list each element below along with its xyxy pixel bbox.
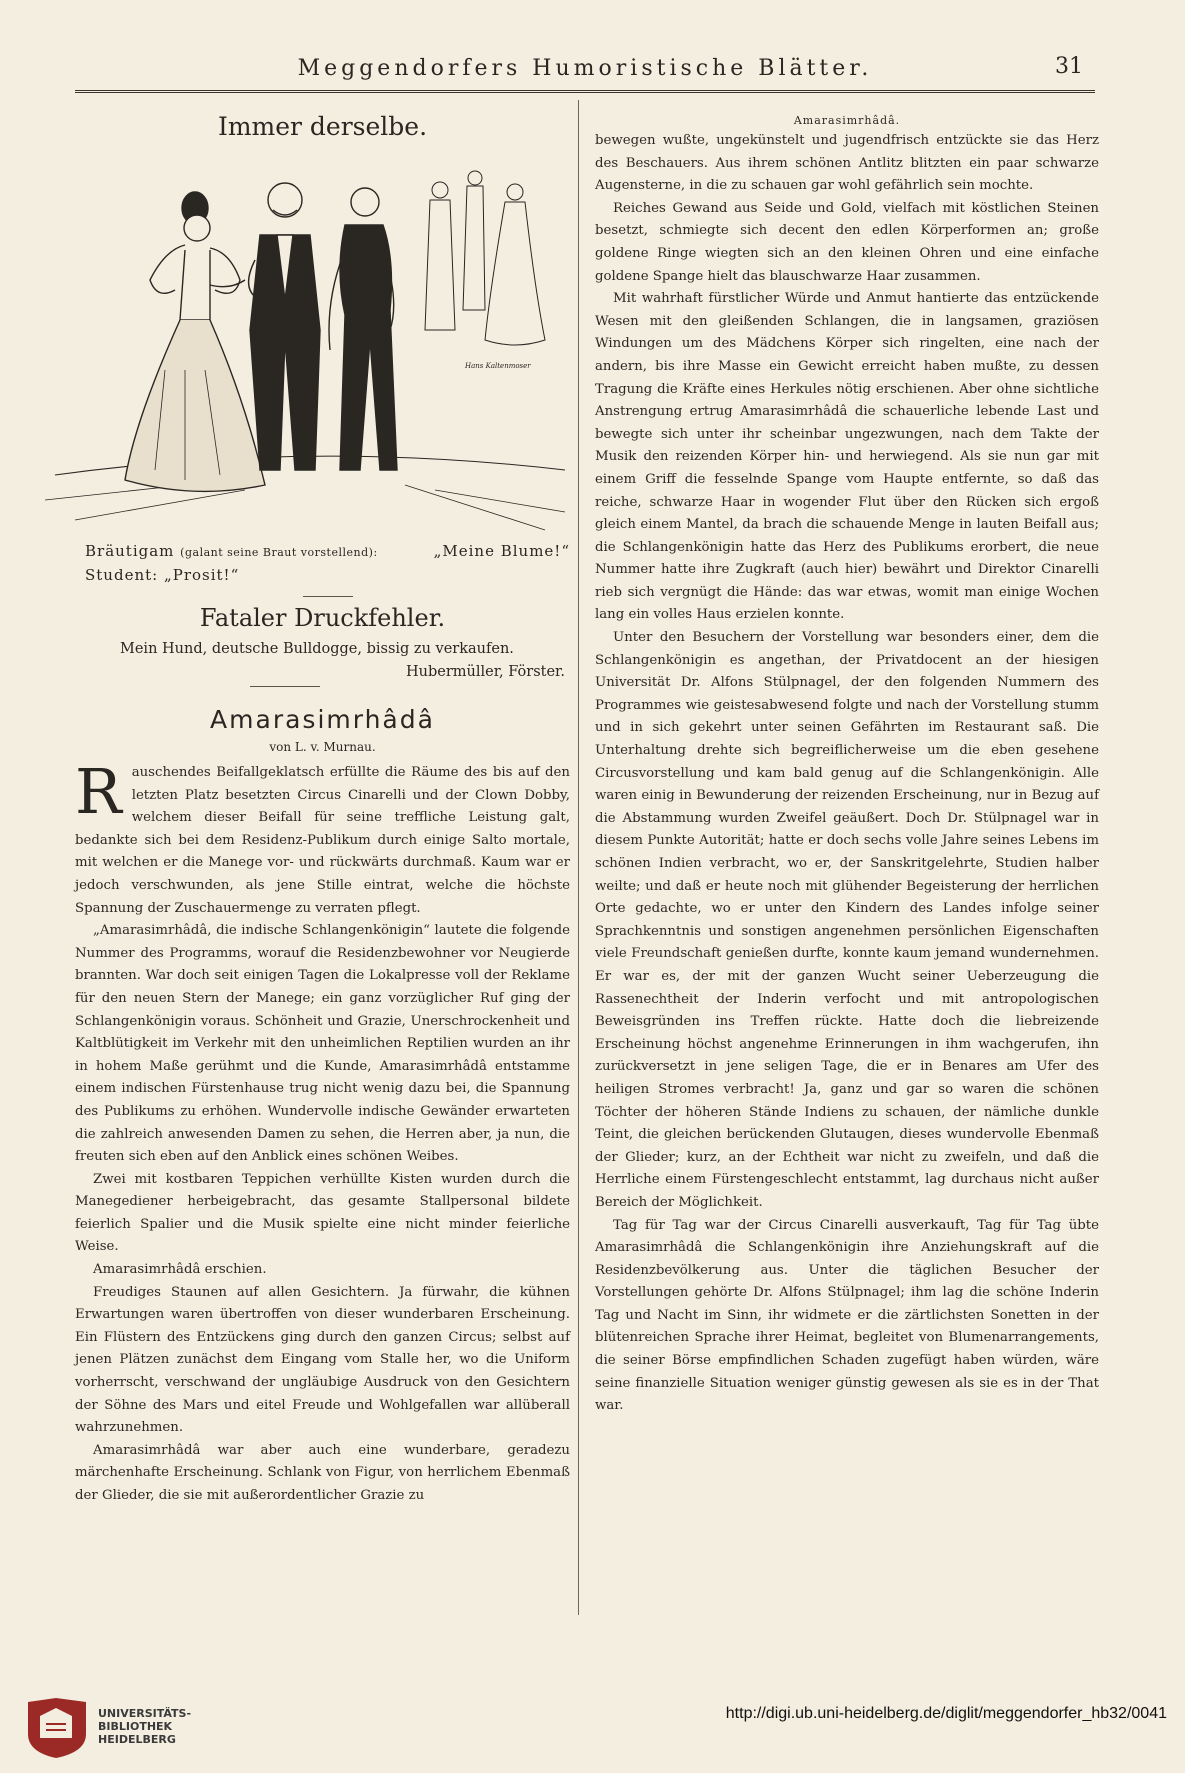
digitization-footer: [0, 1682, 1185, 1773]
story-paragraph: Tag für Tag war der Circus Cinarelli ausverkauft, Tag für Tag übte Amarasimrhâdâ die Schlangenkönigin ihre Anziehungskraft auf die Residenzbevölkerung aus. Unter die täglichen Besucher der Vorstellungen gehörte Dr. Alfons Stülpnagel; ihm lag die schöne Inderin Tag und Nacht im Sinn, ihr widmete er die zärtlichsten Sonetten in der blütenreichen Sprache ihrer Heimat, begleitet von Blumenarrangements, die seiner Börse empfindlichen Schaden zugefügt haben würden, wäre seine finanzielle Situation weniger günstig gewesen als sie es in der That war.: [595, 1217, 1099, 1414]
caption-speaker-student: Student:: [85, 566, 159, 584]
drop-cap: R: [75, 755, 122, 828]
story-paragraph: Mit wahrhaft fürstlicher Würde und Anmut hantierte das entzückende Wesen mit den gleißenden Schlangen, die in langsamen, graziösen Windungen um des Mädchens Körper sich ringelten, eine nach der andern, bis ihre Masse ein Gewicht erreicht haben mußte, zu dessen Tragung die Kräfte eines Herkules nötig erschienen. Aber ohne sichtliche Anstrengung ertrug Amarasimrhâdâ die schauerliche lebende Last und bewegte sich unter ihr scheinbar ungezwungen, nach dem Takte der Musik den reizenden Körper hin- und herwiegend. Als sie nun gar mit einem Griff die fesselnde Spange vom Haupte entfernte, so daß das reiche, schwarze Haar in wogender Flut über den Rücken sich ergoß gleich einem Mantel, da brach die schauende Menge in lauten Beifall aus; die Schlangenkönigin hatte das Herz des Publikums erorbert, die neue Nummer hatte ihre Zugkraft (auch hier) bewährt und Direktor Cinarelli rieb sich vergnügt die Hände: das war etwas, womit man einige Wochen lang ein volles Haus erzielen konnte.: [595, 291, 1099, 623]
column-divider: [578, 100, 579, 1615]
source-url-link[interactable]: http://digi.ub.uni-heidelberg.de/diglit/meggendorfer_hb32/0041: [725, 1705, 1167, 1722]
caption-speaker-groom: Bräutigam: [85, 542, 175, 560]
publication-title: Meggendorfers Humoristische Blätter.: [297, 56, 873, 81]
story-paragraph: bewegen wußte, ungekünstelt und jugendfrisch entzückte sie das Herz des Beschauers. Aus ihrem schönen Antlitz blitzten ein paar schwarze Augensterne, in die zu schauen gar wohl gefährlich sein mochte.: [595, 133, 1099, 194]
story-right-column: [595, 112, 1099, 1418]
story-paragraph: Unter den Besuchern der Vorstellung war besonders einer, dem die Schlangenkönigin es angethan, der Privatdocent an der hiesigen Universität Dr. Alfons Stülpnagel, der den folgenden Nummern des Programmes wie geistesabwesend folgte und nach der Vorstellung stumm und in sich gekehrt unter seinen Gefährten im Restaurant saß. Die Unterhaltung drehte sich begreiflicherweise um die eben gesehene Circusvorstellung und kam bald genug auf die Schlangenkönigin. Alle waren einig in Bewunderung der reizenden Erscheinung, nur in Bezug auf die Abstammung wurden Zweifel geäußert. Doch Dr. Stülpnagel war in diesem Punkte Autorität; hatte er doch sechs volle Jahre seines Lebens im schönen Indien verbracht, wo er, der Sanskritgelehrte, Studien halber weilte; und daß er heute noch mit glühender Begeisterung der herrlichen Orte gedachte, wo er unter den Kindern des Landes infolge seiner Sprachkenntnis und sonstigen angenehmen persönlichen Eigenschaften viele Freundschaft genießen durfte, konnte kaum jemand wundernehmen. Er war es, der mit der ganzen Wucht seiner Ueberzeugung die Rassenechtheit der Inderin verfocht und mit antropologischen Beweisgründen ins Treffen rückte. Hatte doch die liebreizende Erscheinung höchst angenehme Erinnerungen in ihm wachgerufen, ihn zurückversetzt in jene seligen Tage, die er in Benares am Ufer des heiligen Stromes verbracht! Ja, ganz und gar so waren die schönen Töchter der höheren Stände Indiens zu schauen, der nämliche dunkle Teint, die gleichen berückenden Glutaugen, dieses wundervolle Ebenmaß der Glieder; kurz, an der Echtheit war nicht zu zweifeln, und daß die Herrliche einem Fürstengeschlecht entstammt, lag durchaus nicht außer Bereich der Möglichkeit.: [595, 630, 1099, 1210]
story-left-column: [75, 755, 570, 1508]
story-paragraph: Amarasimrhâdâ war aber auch eine wunderbare, geradezu märchenhafte Erscheinung. Schlank von Figur, von herrlichem Ebenmaß der Glieder, die sie mit außerordentlicher Grazie zu: [75, 1442, 570, 1503]
cartoon-title: Immer derselbe.: [217, 112, 428, 141]
student-figure: [329, 188, 397, 470]
section-rule: [250, 686, 320, 687]
cartoon-illustration: [45, 140, 575, 540]
misprint-title: Fataler Druckfehler.: [199, 604, 446, 632]
page-number: 31: [1055, 54, 1083, 79]
university-library-logo: [22, 1694, 92, 1760]
story-byline: von L. v. Murnau.: [269, 740, 376, 754]
caption-quote-groom: „Meine Blume!“: [433, 542, 570, 560]
misprint-block: [120, 638, 565, 687]
story-paragraph: Freudiges Staunen auf allen Gesichtern. Ja fürwahr, die kühnen Erwartungen waren übertroffen von dieser wunderbaren Erscheinung. Ein Flüstern des Entzückens ging durch den ganzen Circus; selbst auf jenen Plätzen zunächst dem Eingang vom Stalle her, wo die Uniform vorherrscht, verschwand der ungläubige Ausdruck von den Gesichtern der Söhne des Mars und eitel Freude und Wohlgefallen war allüberall wahrzunehmen.: [75, 1284, 570, 1436]
story-paragraph: „Amarasimrhâdâ, die indische Schlangenkönigin“ lautete die folgende Nummer des Programms, worauf die Residenzbewohner vor Neugierde brannten. War doch seit einigen Tagen die Lokalpresse voll der Reklame für den neuen Stern der Manege; ein ganz vorzüglicher Ruf ging der Schlangenkönigin voraus. Schönheit und Grazie, Unerschrockenheit und Kaltblütigkeit im Verkehr mit den unheimlichen Reptilien wurden an ihr in hohem Maße gerühmt und die Kunde, Amarasimrhâdâ entstamme einem indischen Fürstenhause trug nicht wenig dazu bei, die Spannung des Publikums zu erhöhen. Wundervolle indische Gewänder erwarteten die zahlreich anwesenden Damen zu sehen, die Herren aber, ja nun, die freuten sich eben auf den Anblick eines schönen Weibes.: [75, 923, 570, 1165]
header-rule: [75, 90, 1095, 93]
caption-quote-student: „Prosit!“: [163, 566, 240, 584]
artist-signature: Hans Kaltenmoser: [465, 362, 531, 370]
misprint-text: Mein Hund, deutsche Bulldogge, bissig zu verkaufen.: [120, 641, 514, 657]
cartoon-caption: [85, 540, 570, 597]
university-name: UNIVERSITÄTS- BIBLIOTHEK HEIDELBERG: [98, 1707, 192, 1746]
misprint-signature: Hubermüller, Förster.: [405, 664, 565, 680]
story-paragraph: Amarasimrhâdâ erschien.: [93, 1262, 267, 1278]
caption-stage-direction: (galant seine Braut vorstellend):: [180, 546, 378, 559]
story-paragraph: Zwei mit kostbaren Teppichen verhüllte Kisten wurden durch die Manegediener herbeigebracht, das gesamte Stallpersonal bildete feierlich Spalier und die Musik spielte eine nicht minder feierliche Weise.: [75, 1171, 570, 1255]
running-head: Amarasimrhâdâ.: [793, 114, 901, 127]
groom-figure: [249, 183, 320, 470]
background-guests: [425, 171, 545, 345]
story-paragraph: Rauschendes Beifallgeklatsch erfüllte die Räume des bis auf den letzten Platz besetzten Circus Cinarelli und der Clown Dobby, welchem dieser Beifall für seine treffliche Leistung galt, bedankte sich bei dem Residenz-Publikum durch einige Salto mortale, mit welchen er die Manege vor- und rückwärts durchmaß. Kaum war er jedoch verschwunden, als jene Stille eintrat, welche die höchste Spannung der Zuschauermenge zu verraten pflegt.: [75, 755, 570, 916]
bride-figure: [125, 192, 265, 491]
section-rule: [303, 596, 353, 597]
page-header: [75, 48, 1095, 81]
story-title: Amarasimrhâdâ: [210, 705, 435, 734]
story-paragraph: Reiches Gewand aus Seide und Gold, vielfach mit köstlichen Steinen besetzt, schmiegte sich decent den edlen Körperformen an; große goldene Ringe wiegten sich an den kleinen Ohren und eine einfache goldene Spange hielt das blauschwarze Haar zusammen.: [595, 200, 1099, 284]
